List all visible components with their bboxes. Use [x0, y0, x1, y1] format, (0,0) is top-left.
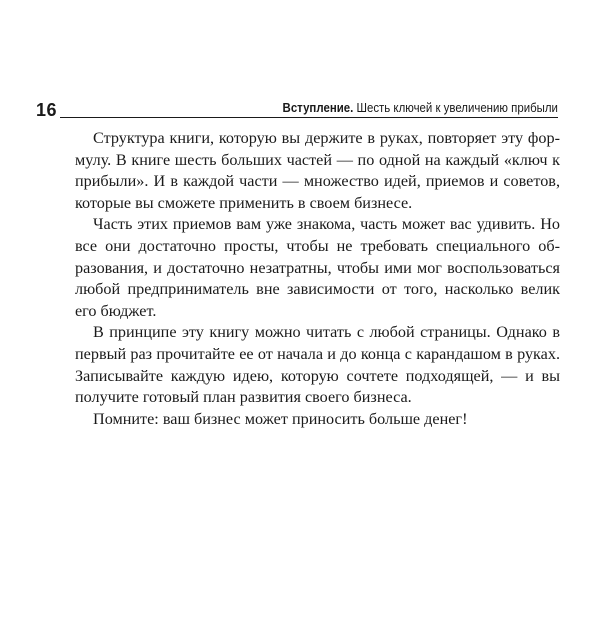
body-text [75, 128, 560, 430]
paragraph: В принципе эту книгу можно читать с любой страницы. Однако в первый раз прочитайте ее от начала и до конца с карандашом в руках. Записывайте каждую идею, которую сочтете подходящей, — и вы получите готовый план развития своего бизнеса. [75, 323, 560, 407]
paragraph: Часть этих приемов вам уже знакома, часть может вас удивить. Но все они достаточно просты, чтобы не требовать специального образования, и достаточно незатратны, чтобы ими мог воспользоваться любой предприниматель вне зависимости от того, насколько велик его бюджет. [75, 215, 560, 320]
paragraph: Помните: ваш бизнес может приносить больше денег! [93, 409, 468, 428]
header-rule [60, 117, 558, 118]
running-head-section: Вступление. [282, 100, 354, 115]
page-number: 16 [36, 100, 58, 120]
running-head [283, 100, 558, 116]
running-head-title: Шесть ключей к увеличению прибыли [353, 100, 558, 115]
paragraph: Структура книги, которую вы держите в руках, повторяет эту формулу. В книге шесть больших частей — по одной на каждый «ключ к прибыли». И в каждой части — множество идей, приемов и советов, которые вы сможете применить в своем бизнесе. [75, 129, 560, 212]
